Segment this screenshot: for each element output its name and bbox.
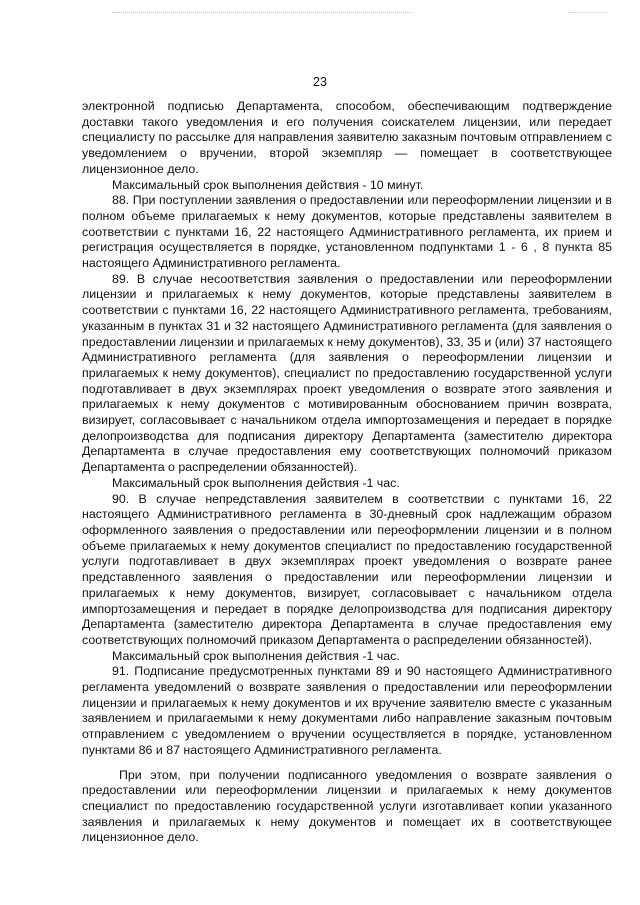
document-body bbox=[82, 99, 612, 846]
scan-artifact-top-right bbox=[568, 12, 608, 14]
paragraph-89: 89. В случае несоответствия заявления о предоставлении или переоформлении лицензии и прилагаемых к нему документов, которые представлены заявителем в соответствии с пунктами 16, 22 настоящего Административного регламента, требованиям, указанным в пунктах 31 и 32 настоящего Административного регламента (для заявления о предоставлении лицензии и прилагаемых к нему документов), 33, 35 и (или) 37 настоящего Административного регламента (для заявления о переоформлении лицензии и прилагаемых к нему документов), специалист по предоставлению государственной услуги подготавливает в двух экземплярах проект уведомления о возврате этого заявления и прилагаемых к нему документов с мотивированным обоснованием причин возврата, визирует, согласовывает с начальником отдела импортозамещения и передает в порядке делопроизводства для подписания директору Департамента (заместителю директора Департамента в случае предоставления ему соответствующих полномочий приказом Департамента о распределении обязанностей). bbox=[82, 271, 612, 475]
paragraph-88: 88. При поступлении заявления о предоставлении или переоформлении лицензии и в полном объеме прилагаемых к нему документов, которые представлены заявителем в соответствии с пунктами 16, 22 настоящего Административного регламента, их прием и регистрация осуществляется в порядке, установленном подпунктами 1 - 6 , 8 пункта 85 настоящего Административного регламента. bbox=[82, 193, 612, 271]
paragraph-note: При этом, при получении подписанного уведомления о возврате заявления о предоставлении или переоформлении лицензии и прилагаемых к нему документов специалист по предоставлению государственной услуги изготавливает копии указанного заявления и прилагаемых к нему документов и помещает их в соответствующее лицензионное дело. bbox=[82, 767, 612, 845]
page-number: 23 bbox=[313, 75, 327, 89]
scan-artifact-top bbox=[112, 12, 412, 14]
paragraph-max-time-10-min: Максимальный срок выполнения действия - 10 минут. bbox=[112, 177, 424, 192]
paragraph-continuation: электронной подписью Департамента, способом, обеспечивающим подтверждение доставки такого уведомления и его получения соискателем лицензии, или передает специалисту по рассылке для направления заявителю заказным почтовым отправлением с уведомлением о вручении, второй экземпляр — помещает в соответствующее лицензионное дело. bbox=[82, 99, 612, 176]
paragraph-91: 91. Подписание предусмотренных пунктами 89 и 90 настоящего Административного регламента уведомлений о возврате заявления о предоставлении или переоформлении лицензии и прилагаемых к нему документов и их вручение заявителю вместе с указанным заявлением и прилагаемыми к нему документами либо направление заказным почтовым отправлением с уведомлением о вручении осуществляется в порядке, установленном пунктами 86 и 87 настоящего Административного регламента. bbox=[82, 664, 612, 757]
paragraph-max-time-1-hour-b: Максимальный срок выполнения действия -1 час. bbox=[112, 648, 400, 663]
paragraph-max-time-1-hour-a: Максимальный срок выполнения действия -1 час. bbox=[112, 475, 400, 490]
paragraph-90: 90. В случае непредставления заявителем в соответствии с пунктами 16, 22 настоящего Административного регламента в 30-дневный срок надлежащим образом оформленного заявления о предоставлении или переоформлении лицензии и в полном объеме прилагаемых к нему документов специалист по предоставлению государственной услуги подготавливает в двух экземплярах проект уведомления о возврате ранее представленного заявления о предоставлении или переоформлении лицензии и прилагаемых к нему документов, визирует, согласовывает с начальником отдела импортозамещения и передает в порядке делопроизводства для подписания директору Департамента (заместителю директора Департамента в случае предоставления ему соответствующих полномочий приказом Департамента о распределении обязанностей). bbox=[82, 491, 612, 647]
